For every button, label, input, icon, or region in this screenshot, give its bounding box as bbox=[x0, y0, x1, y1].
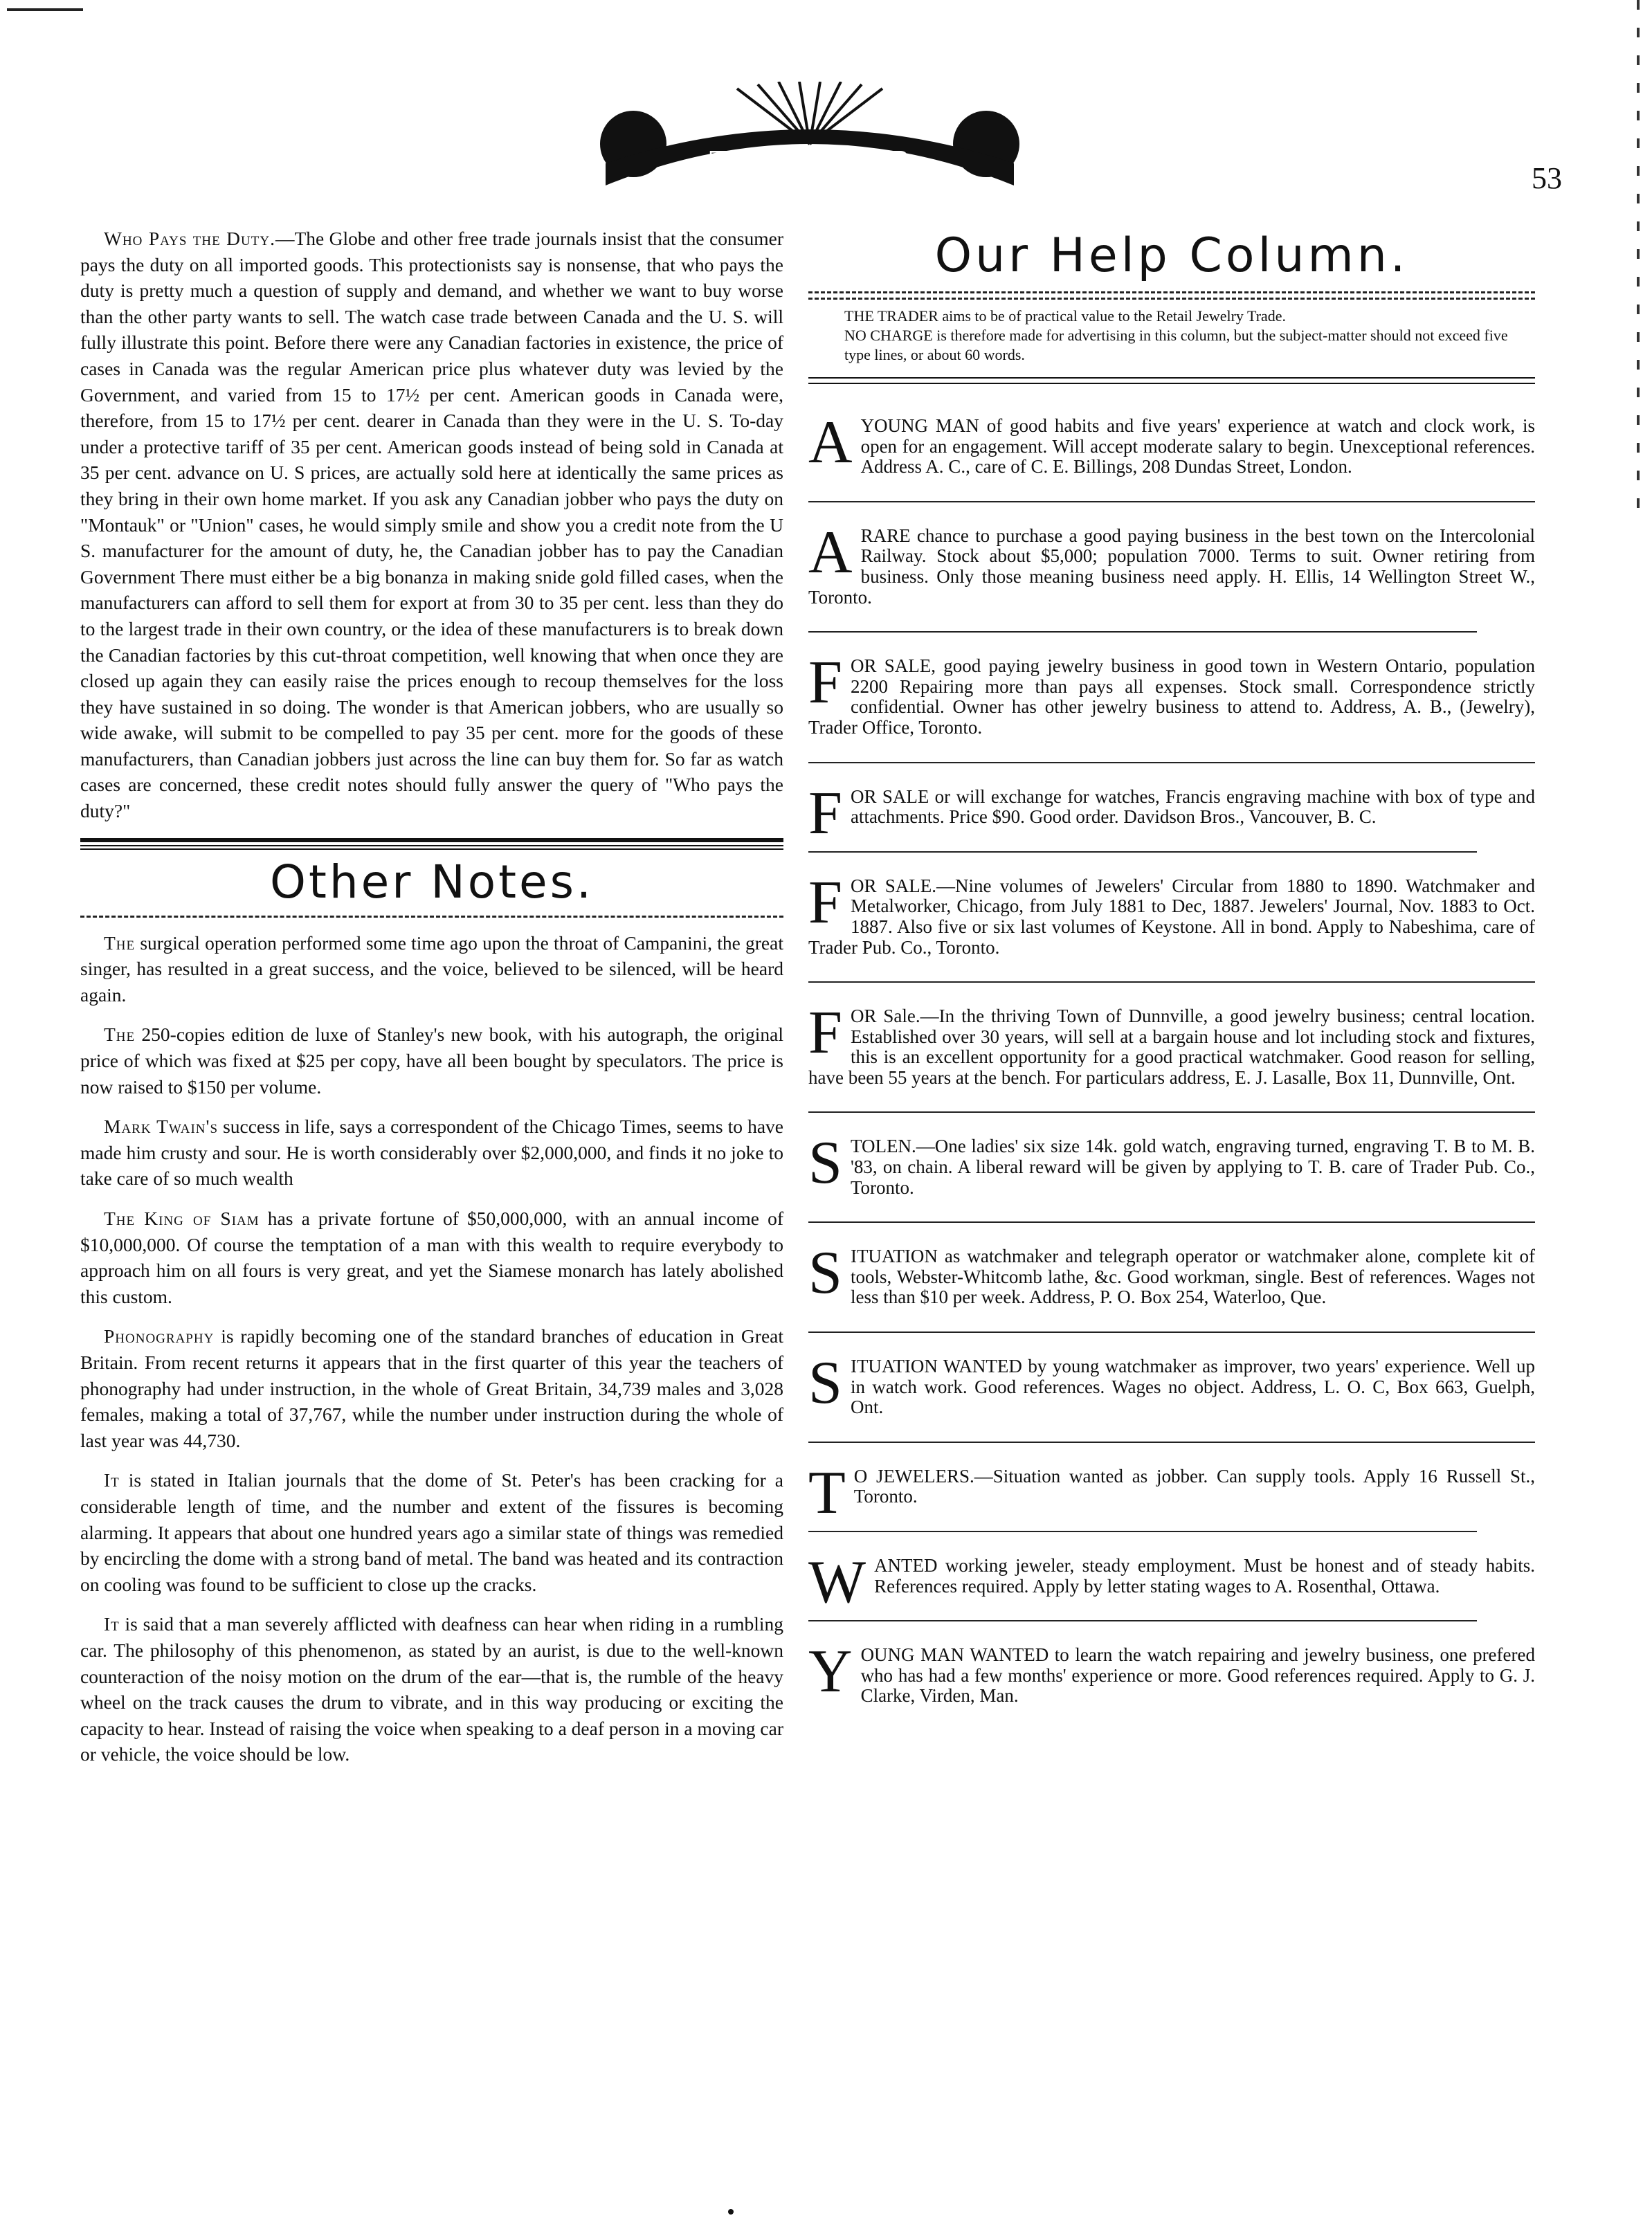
drop-cap: F bbox=[808, 869, 842, 936]
scan-edge-marks bbox=[1637, 0, 1640, 526]
ad-divider bbox=[808, 501, 1535, 502]
drop-cap: Y bbox=[808, 1638, 853, 1706]
ad-divider bbox=[808, 631, 1477, 633]
note-mark-twain: Mark Twain's success in life, says a correspondent of the Chicago Times, seems to have made him crusty and sour. He is worth considerably over $2,000,000, and finds it no joke to take care of so much wealth bbox=[80, 1116, 783, 1190]
drop-cap: A bbox=[808, 409, 853, 476]
classified-ad bbox=[808, 1459, 1535, 1527]
classified-ad bbox=[808, 999, 1535, 1088]
classified-ad bbox=[808, 1129, 1535, 1198]
ad-divider bbox=[808, 851, 1477, 853]
note-deafness: It is said that a man severely afflicted with deafness can hear when riding in a rumbling car. The philosophy of this phenomenon, as stated by an aurist, is due to the well-known counteraction of the noisy motion on the drum of the ear—that is, the rumble of the heavy wheel on the track causes the drum to vibrate, and in this way producing or exciting the capacity to hear. Instead of raising the voice when speaking to a deaf person in a moving car or vehicle, the voice should be low. bbox=[80, 1613, 783, 1765]
ad-divider bbox=[808, 762, 1535, 763]
ad-divider bbox=[808, 1111, 1535, 1113]
classified-ad bbox=[808, 1349, 1535, 1418]
help-intro-line: THE TRADER aims to be of practical value to the Retail Jewelry Trade. bbox=[844, 307, 1287, 325]
note-campanini: The surgical operation performed some time ago upon the throat of Campanini, the great singer, has resulted in a great success, and the voice, believed to be silenced, will be heard again. bbox=[80, 931, 783, 1006]
ad-text: YOUNG MAN of good habits and five years' experience at watch and clock work, is open for an engagement. Will accept moderate salary to begin. Unexceptional references. Address A. C., care of C. E. Billings, 208 Dundas Street, London. bbox=[860, 415, 1535, 478]
right-column bbox=[808, 228, 1535, 1707]
drop-cap: S bbox=[808, 1129, 842, 1197]
ad-text: ITUATION as watchmaker and telegraph operator or watchmaker alone, complete kit of tools, Webster-Whitcomb lathe, &c. Good workman, single. Best of references. Wages not less than $10 per week. Address, P. O. Box 254, Waterloo, Que. bbox=[850, 1246, 1535, 1308]
drop-cap: S bbox=[808, 1349, 842, 1417]
heading-underline bbox=[80, 916, 783, 918]
ad-divider bbox=[808, 1620, 1477, 1621]
ad-divider bbox=[808, 1442, 1535, 1443]
classified-ad bbox=[808, 1549, 1535, 1616]
drop-cap: W bbox=[808, 1549, 866, 1616]
ad-divider bbox=[808, 1331, 1535, 1333]
ad-text: OR Sale.—In the thriving Town of Dunnville, a good jewelry business; central location. Established over 30 years, will sell at a bargain house and lot including stock and fixtures, this is an excellent opportunity for a good practical watchmaker. Good reason for selling, have been 55 years at the bench. For particulars address, E. J. Lasalle, Box 11, Dunnville, Ont. bbox=[808, 1006, 1535, 1088]
classified-ad bbox=[808, 779, 1535, 847]
drop-cap: A bbox=[808, 518, 853, 586]
svg-text:THE TRADER: THE TRADER bbox=[709, 145, 910, 176]
classified-ad bbox=[808, 518, 1535, 608]
other-notes-heading: Other Notes. bbox=[270, 855, 594, 909]
ad-text: RARE chance to purchase a good paying business in the best town on the Intercolonial Railway. Stock about $5,000; population 7000. Terms to suit. Owner retiring from business. Only those meaning business need apply. H. Ellis, 14 Wellington Street W., Toronto. bbox=[808, 525, 1535, 608]
ad-text: ITUATION WANTED by young watchmaker as improver, two years' experience. Well up in watch work. Good references. Wages no object. Address, L. O. C, Box 663, Guelph, Ont. bbox=[850, 1356, 1535, 1418]
scan-mark bbox=[7, 8, 83, 11]
classified-ad bbox=[808, 1239, 1535, 1308]
note-st-peters-dome: It is stated in Italian journals that the dome of St. Peter's has been cracking for a considerable length of time, and the number and extent of the fissures is becoming alarming. It appears that about one hundred years ago a similar state of things was remedied by encircling the dome with a strong band of metal. The band was heated and its contraction on cooling was found to be sufficient to close up the cracks. bbox=[80, 1469, 783, 1595]
note-stanley-book: The 250-copies edition de luxe of Stanley's new book, with his autograph, the original price of which was fixed at $25 per copy, have all been bought by speculators. The price is now raised to $150 per volume. bbox=[80, 1024, 783, 1098]
ad-text: O JEWELERS.—Situation wanted as jobber. Can supply tools. Apply 16 Russell St., Toronto. bbox=[853, 1465, 1535, 1507]
intro-divider bbox=[808, 377, 1535, 384]
classified-ad bbox=[808, 649, 1535, 738]
drop-cap: F bbox=[808, 779, 842, 847]
drop-cap: T bbox=[808, 1459, 846, 1527]
help-column-heading: Our Help Column. bbox=[934, 228, 1409, 283]
masthead-logo bbox=[592, 82, 1028, 185]
note-phonography: Phonography is rapidly becoming one of the standard branches of education in Great Britain. From recent returns it appears that in the first quarter of this year the teachers of phonography had under instruction, in the whole of Great Britain, 34,739 males and 3,028 females, making a total of 37,767, while the number under instruction during the whole of last year was 44,730. bbox=[80, 1325, 783, 1451]
drop-cap: F bbox=[808, 649, 842, 717]
ad-text: TOLEN.—One ladies' six size 14k. gold watch, engraving turned, engraving T. B to M. B. '83, on chain. A liberal reward will be given by applying to T. B. care of Trader Pub. Co., Toronto. bbox=[850, 1136, 1535, 1198]
ad-text: ANTED working jeweler, steady employment. Must be honest and of steady habits. References required. Apply by letter stating wages to A. Rosenthal, Ottawa. bbox=[874, 1555, 1535, 1597]
ad-divider bbox=[808, 1531, 1477, 1532]
note-king-of-siam: The King of Siam has a private fortune of $50,000,000, with an annual income of $10,000,000. Of course the temptation of a man with this wealth to require everybody to approach him on all fours is very great, and yet the Siamese monarch has lately abolished this custom. bbox=[80, 1208, 784, 1307]
article-lead: Who Pays the Duty. bbox=[104, 228, 275, 249]
section-divider bbox=[80, 838, 783, 850]
ad-divider bbox=[808, 1221, 1535, 1223]
heading-underline bbox=[808, 298, 1535, 300]
footer-dot bbox=[728, 2209, 734, 2215]
classified-ad bbox=[808, 409, 1535, 478]
classified-ad bbox=[808, 1638, 1535, 1707]
ad-text: OR SALE or will exchange for watches, Francis engraving machine with box of type and attachments. Price $90. Good order. Davidson Bros., Vancouver, B. C. bbox=[850, 785, 1535, 828]
article-body: —The Globe and other free trade journals insist that the consumer pays the duty on all imported goods. This protectionists say is nonsense, that who pays the duty is pretty much a question of supply and demand, and whether we want to buy worse than the other party wants to sell. The watch case trade between Canada and the U. S. will fully illustrate this point. Before there were any Canadian factories in existence, the price of cases in Canada was the regular American price plus whatever duty was levied by the Government, and varied from 15 to 17½ per cent. American goods in Canada were, therefore, from 15 to 17½ per cent. dearer in Canada than they were in the U. S. To-day under a protective tariff of 35 per cent. American goods instead of being sold in Canada at 35 per cent. advance on U. S prices, are actually sold here at identically the same prices as they bring in their own home market. If you ask any Canadian jobber who pays the duty on "Montauk" or "Union" cases, he would simply smile and show you a credit note from the U S. manufacturer for the amount of duty, he, the Canadian jobber has to pay the Canadian Government There must either be a big bonanza in making snide gold filled cases, when the manufacturers can afford to sell them for export at from 30 to 35 per cent. less than they do to the largest trade in their own country, or the idea of these manufacturers is to break down the Canadian factories by this cut-throat competition, well knowing that when once they are closed up again they can easily raise the prices enough to recoup themselves for the loss they have sustained in so doing. The wonder is that American jobbers, who are usually so wide awake, will submit to be compelled to pay 35 per cent. more for the goods of these manufacturers, than Canadian jobbers just across the line can buy them for. So far as watch cases are concerned, these credit notes should fully answer the query of "Who pays the duty?" bbox=[80, 228, 783, 822]
ad-text: OR SALE, good paying jewelry business in good town in Western Ontario, population 2200 Repairing more than pays all expenses. Stock small. Correspondence strictly confidential. Owner has other jewelry business to attend to. Address, A. B., (Jewelry), Trader Office, Toronto. bbox=[808, 655, 1535, 738]
classified-ad bbox=[808, 869, 1535, 958]
article-who-pays-the-duty bbox=[80, 226, 783, 824]
heading-underline bbox=[808, 291, 1535, 293]
page-number: 53 bbox=[1532, 161, 1562, 195]
help-intro-line: NO CHARGE is therefore made for advertising in this column, but the subject-matter should not exceed five type lines, or about 60 words. bbox=[844, 327, 1508, 363]
help-column-intro bbox=[844, 307, 1535, 365]
ad-text: OR SALE.—Nine volumes of Jewelers' Circular from 1880 to 1890. Watchmaker and Metalworker, Chicago, from July 1881 to Dec, 1887. Jewelers' Journal, Nov. 1883 to Oct. 1887. Also five or six last volumes of Keystone. All in bond. Apply to Nabeshima, care of Trader Pub. Co., Toronto. bbox=[808, 875, 1535, 958]
ad-divider bbox=[808, 981, 1535, 983]
drop-cap: S bbox=[808, 1239, 842, 1307]
ad-text: OUNG MAN WANTED to learn the watch repairing and jewelry business, one prefered who has had a few months' experience or more. Good references required. Apply to G. J. Clarke, Virden, Man. bbox=[860, 1644, 1535, 1707]
drop-cap: F bbox=[808, 999, 842, 1067]
left-column bbox=[80, 226, 783, 1781]
